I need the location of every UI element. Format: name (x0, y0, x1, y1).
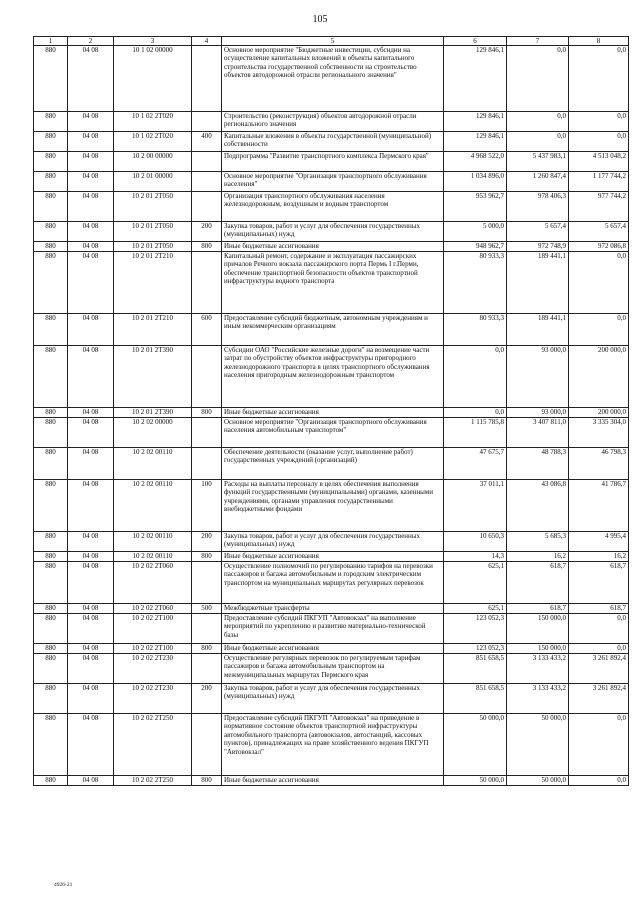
row-description-cell: Закупка товаров, работ и услуг для обеспечения государственных (муниципальных) нужд (222, 532, 444, 552)
row-section-cell: 04 08 (68, 562, 114, 604)
header-cell: 2 (68, 37, 114, 46)
row-amount-2-cell: 1 260 847,4 (507, 172, 569, 192)
row-target-cell: 10 2 02 00110 (114, 532, 192, 552)
footer-code: 4926-21 (54, 882, 73, 888)
row-description-cell: Подпрограмма "Развитие транспортного комплекса Пермского края" (222, 152, 444, 172)
row-amount-1-cell: 129 846,1 (444, 46, 507, 112)
row-type-cell (192, 562, 222, 604)
row-section-cell: 04 08 (68, 644, 114, 654)
row-target-cell: 10 2 02 2Т060 (114, 604, 192, 614)
table-row (34, 448, 629, 480)
row-target-cell: 10 2 01 2Т050 (114, 242, 192, 252)
row-amount-1-cell: 50 000,0 (444, 776, 507, 786)
header-cell: 5 (222, 37, 444, 46)
header-cell: 3 (114, 37, 192, 46)
row-description-cell: Капитальный ремонт, содержание и эксплуатация пассажирских причалов Речного вокзала пассажирского порта Пермь I г.Перми, обеспечение транспортной безопасности объектов транспортной инфраструктуры водного транспорта (222, 252, 444, 314)
row-type-cell (192, 346, 222, 408)
row-amount-3-cell: 41 786,7 (569, 480, 629, 532)
row-type-cell: 800 (192, 644, 222, 654)
table-row (34, 192, 629, 222)
row-code-cell: 880 (34, 776, 68, 786)
row-code-cell: 880 (34, 654, 68, 684)
row-amount-2-cell: 3 133 433,2 (507, 684, 569, 714)
row-amount-3-cell: 0,0 (569, 314, 629, 346)
row-target-cell: 10 2 02 00110 (114, 552, 192, 562)
row-target-cell: 10 2 00 00000 (114, 152, 192, 172)
row-code-cell: 880 (34, 418, 68, 448)
row-amount-3-cell: 0,0 (569, 112, 629, 132)
row-amount-1-cell: 129 846,1 (444, 112, 507, 132)
row-amount-3-cell: 0,0 (569, 776, 629, 786)
row-target-cell: 10 2 02 2Т100 (114, 644, 192, 654)
row-amount-1-cell: 80 933,3 (444, 252, 507, 314)
row-amount-2-cell: 0,0 (507, 46, 569, 112)
row-code-cell: 880 (34, 532, 68, 552)
row-section-cell: 04 08 (68, 192, 114, 222)
row-description-cell: Обеспечение деятельности (оказание услуг, выполнение работ) государственных учреждений (организаций) (222, 448, 444, 480)
row-amount-3-cell: 3 261 892,4 (569, 684, 629, 714)
row-target-cell: 10 2 02 2Т060 (114, 562, 192, 604)
row-description-cell: Капитальные вложения в объекты государственной (муниципальной) собственности (222, 132, 444, 152)
row-amount-1-cell: 80 933,3 (444, 314, 507, 346)
row-amount-2-cell: 5 437 983,1 (507, 152, 569, 172)
row-amount-2-cell: 618,7 (507, 562, 569, 604)
row-target-cell: 10 2 01 2Т210 (114, 314, 192, 346)
row-code-cell: 880 (34, 252, 68, 314)
row-amount-2-cell: 16,2 (507, 552, 569, 562)
row-code-cell: 880 (34, 614, 68, 644)
row-code-cell: 880 (34, 684, 68, 714)
row-amount-1-cell: 1 115 785,8 (444, 418, 507, 448)
header-cell: 4 (192, 37, 222, 46)
row-code-cell: 880 (34, 714, 68, 776)
table-row (34, 614, 629, 644)
table-header-row (34, 37, 629, 46)
row-type-cell: 800 (192, 552, 222, 562)
row-code-cell: 880 (34, 152, 68, 172)
row-amount-2-cell: 93 000,0 (507, 346, 569, 408)
row-type-cell (192, 112, 222, 132)
row-amount-3-cell: 0,0 (569, 46, 629, 112)
row-amount-2-cell: 50 000,0 (507, 776, 569, 786)
row-code-cell: 880 (34, 480, 68, 532)
row-amount-3-cell: 618,7 (569, 562, 629, 604)
row-section-cell: 04 08 (68, 346, 114, 408)
row-target-cell: 10 2 01 2Т050 (114, 222, 192, 242)
row-amount-1-cell: 10 650,3 (444, 532, 507, 552)
row-section-cell: 04 08 (68, 614, 114, 644)
page-number: 105 (312, 14, 328, 25)
row-target-cell: 10 2 01 2Т390 (114, 346, 192, 408)
row-section-cell: 04 08 (68, 604, 114, 614)
row-target-cell: 10 2 02 2Т230 (114, 654, 192, 684)
row-section-cell: 04 08 (68, 46, 114, 112)
row-description-cell: Межбюджетные трансферты (222, 604, 444, 614)
row-amount-2-cell: 972 748,9 (507, 242, 569, 252)
row-description-cell: Основное мероприятие "Бюджетные инвестиции, субсидии на осуществление капитальных вложений в объекты капитального строительства государственной собственности на строительство объектов автодорожной отрасли регионального значения" (222, 46, 444, 112)
row-amount-1-cell: 47 675,7 (444, 448, 507, 480)
row-target-cell: 10 2 01 2Т390 (114, 408, 192, 418)
row-amount-2-cell: 3 407 811,0 (507, 418, 569, 448)
row-amount-1-cell: 0,0 (444, 346, 507, 408)
row-type-cell (192, 418, 222, 448)
table-row (34, 408, 629, 418)
row-target-cell: 10 2 01 2Т050 (114, 192, 192, 222)
row-description-cell: Иные бюджетные ассигнования (222, 776, 444, 786)
table-row (34, 562, 629, 604)
row-type-cell (192, 152, 222, 172)
row-amount-2-cell: 3 133 433,2 (507, 654, 569, 684)
table-row (34, 644, 629, 654)
row-target-cell: 10 2 02 00110 (114, 448, 192, 480)
table-row (34, 252, 629, 314)
row-code-cell: 880 (34, 192, 68, 222)
table-row (34, 346, 629, 408)
row-description-cell: Предоставление субсидий ПКГУП "Автовокзал" на выполнение мероприятий по укреплению и развитию материально-технической базы (222, 614, 444, 644)
header-cell: 8 (569, 37, 629, 46)
row-type-cell: 200 (192, 532, 222, 552)
row-section-cell: 04 08 (68, 552, 114, 562)
row-section-cell: 04 08 (68, 314, 114, 346)
row-description-cell: Субсидии ОАО "Российские железные дороги" на возмещение части затрат по обустройству объектов инфраструктуры пригородного железнодорожного транспорта в целях транспортного обслуживания населения пригородным железнодорожным транспортом (222, 346, 444, 408)
row-amount-3-cell: 4 995,4 (569, 532, 629, 552)
row-type-cell (192, 252, 222, 314)
row-description-cell: Организация транспортного обслуживания населения железнодорожным, воздушным и водным транспортом (222, 192, 444, 222)
row-amount-3-cell: 200 000,0 (569, 408, 629, 418)
row-target-cell: 10 2 01 00000 (114, 172, 192, 192)
row-code-cell: 880 (34, 132, 68, 152)
row-amount-1-cell: 50 000,0 (444, 714, 507, 776)
row-target-cell: 10 2 02 2Т250 (114, 776, 192, 786)
budget-table (33, 36, 629, 786)
row-type-cell: 200 (192, 684, 222, 714)
row-amount-3-cell: 46 798,3 (569, 448, 629, 480)
row-section-cell: 04 08 (68, 532, 114, 552)
row-code-cell: 880 (34, 172, 68, 192)
row-amount-2-cell: 93 000,0 (507, 408, 569, 418)
row-description-cell: Закупка товаров, работ и услуг для обеспечения государственных (муниципальных) нужд (222, 684, 444, 714)
row-type-cell (192, 614, 222, 644)
row-code-cell: 880 (34, 346, 68, 408)
row-code-cell: 880 (34, 46, 68, 112)
row-section-cell: 04 08 (68, 776, 114, 786)
row-section-cell: 04 08 (68, 222, 114, 242)
row-amount-3-cell: 0,0 (569, 252, 629, 314)
row-amount-3-cell: 977 744,2 (569, 192, 629, 222)
row-type-cell (192, 172, 222, 192)
row-code-cell: 880 (34, 408, 68, 418)
row-amount-3-cell: 3 335 304,0 (569, 418, 629, 448)
row-amount-3-cell: 0,0 (569, 614, 629, 644)
row-amount-2-cell: 150 000,0 (507, 644, 569, 654)
row-description-cell: Иные бюджетные ассигнования (222, 242, 444, 252)
row-type-cell: 500 (192, 604, 222, 614)
row-type-cell: 600 (192, 314, 222, 346)
row-amount-1-cell: 123 052,3 (444, 644, 507, 654)
row-amount-1-cell: 625,1 (444, 604, 507, 614)
row-amount-2-cell: 50 000,0 (507, 714, 569, 776)
row-target-cell: 10 2 02 00110 (114, 480, 192, 532)
table-row (34, 480, 629, 532)
row-target-cell: 10 2 02 2Т250 (114, 714, 192, 776)
row-amount-2-cell: 0,0 (507, 112, 569, 132)
row-description-cell: Иные бюджетные ассигнования (222, 552, 444, 562)
row-description-cell: Предоставление субсидий бюджетным, автономным учреждениям и иным некоммерческим организациям (222, 314, 444, 346)
row-type-cell (192, 714, 222, 776)
row-description-cell: Закупка товаров, работ и услуг для обеспечения государственных (муниципальных) нужд (222, 222, 444, 242)
row-type-cell (192, 654, 222, 684)
row-amount-2-cell: 5 657,4 (507, 222, 569, 242)
row-code-cell: 880 (34, 112, 68, 132)
row-description-cell: Основное мероприятие "Организация транспортного обслуживания населения" (222, 172, 444, 192)
row-type-cell: 200 (192, 222, 222, 242)
row-section-cell: 04 08 (68, 252, 114, 314)
row-amount-1-cell: 0,0 (444, 408, 507, 418)
table-row (34, 776, 629, 786)
row-amount-2-cell: 0,0 (507, 132, 569, 152)
row-amount-3-cell: 3 261 892,4 (569, 654, 629, 684)
row-amount-3-cell: 4 513 048,2 (569, 152, 629, 172)
row-type-cell (192, 46, 222, 112)
row-amount-3-cell: 16,2 (569, 552, 629, 562)
table-row (34, 222, 629, 242)
row-type-cell: 800 (192, 408, 222, 418)
table-row (34, 132, 629, 152)
row-section-cell: 04 08 (68, 448, 114, 480)
row-amount-1-cell: 123 052,3 (444, 614, 507, 644)
row-description-cell: Строительство (реконструкция) объектов автодорожной отрасли регионального значения (222, 112, 444, 132)
row-amount-2-cell: 48 788,3 (507, 448, 569, 480)
table-row (34, 172, 629, 192)
table-row (34, 46, 629, 112)
table-row (34, 654, 629, 684)
row-code-cell: 880 (34, 644, 68, 654)
row-amount-1-cell: 851 658,5 (444, 654, 507, 684)
row-amount-3-cell: 0,0 (569, 644, 629, 654)
row-description-cell: Осуществление полномочий по регулированию тарифов на перевозки пассажиров и багажа автомобильным и городским электрическим транспортом на муниципальных маршрутах регулярных перевозок (222, 562, 444, 604)
row-code-cell: 880 (34, 604, 68, 614)
row-section-cell: 04 08 (68, 714, 114, 776)
row-amount-3-cell: 618,7 (569, 604, 629, 614)
row-amount-3-cell: 972 086,8 (569, 242, 629, 252)
row-section-cell: 04 08 (68, 172, 114, 192)
row-section-cell: 04 08 (68, 132, 114, 152)
row-description-cell: Иные бюджетные ассигнования (222, 644, 444, 654)
row-amount-2-cell: 5 685,3 (507, 532, 569, 552)
row-amount-3-cell: 5 657,4 (569, 222, 629, 242)
row-type-cell (192, 448, 222, 480)
row-section-cell: 04 08 (68, 684, 114, 714)
row-type-cell: 800 (192, 776, 222, 786)
row-section-cell: 04 08 (68, 242, 114, 252)
row-code-cell: 880 (34, 222, 68, 242)
header-cell: 1 (34, 37, 68, 46)
row-description-cell: Иные бюджетные ассигнования (222, 408, 444, 418)
row-amount-2-cell: 43 086,8 (507, 480, 569, 532)
row-amount-1-cell: 37 011,1 (444, 480, 507, 532)
table-row (34, 604, 629, 614)
row-amount-1-cell: 1 034 896,0 (444, 172, 507, 192)
table-row (34, 684, 629, 714)
row-target-cell: 10 2 02 00000 (114, 418, 192, 448)
row-target-cell: 10 2 02 2Т230 (114, 684, 192, 714)
row-amount-2-cell: 978 406,3 (507, 192, 569, 222)
row-amount-1-cell: 129 846,1 (444, 132, 507, 152)
row-amount-1-cell: 625,1 (444, 562, 507, 604)
row-code-cell: 880 (34, 242, 68, 252)
row-amount-3-cell: 1 177 744,2 (569, 172, 629, 192)
row-description-cell: Предоставление субсидий ПКГУП "Автовокзал" на приведение в нормативное состояние объектов транспортной инфраструктуры автомобильного транспорта (автовокзалов, автостанций, кассовых пунктов), принадлежащих на праве хозяйственного ведения ПКГУП "Автовокзал" (222, 714, 444, 776)
row-section-cell: 04 08 (68, 480, 114, 532)
row-amount-2-cell: 150 000,0 (507, 614, 569, 644)
row-code-cell: 880 (34, 552, 68, 562)
row-section-cell: 04 08 (68, 654, 114, 684)
row-amount-1-cell: 948 962,7 (444, 242, 507, 252)
row-amount-2-cell: 618,7 (507, 604, 569, 614)
table-row (34, 152, 629, 172)
table-row (34, 112, 629, 132)
row-amount-2-cell: 189 441,1 (507, 314, 569, 346)
header-cell: 7 (507, 37, 569, 46)
row-description-cell: Осуществление регулярных перевозок по регулируемым тарифам пассажиров и багажа автомобильным транспортом на межмуниципальных маршрутах Пермского края (222, 654, 444, 684)
row-section-cell: 04 08 (68, 418, 114, 448)
row-amount-3-cell: 200 000,0 (569, 346, 629, 408)
header-cell: 6 (444, 37, 507, 46)
row-target-cell: 10 2 01 2Т210 (114, 252, 192, 314)
row-code-cell: 880 (34, 562, 68, 604)
table-row (34, 418, 629, 448)
table-row (34, 242, 629, 252)
row-amount-3-cell: 0,0 (569, 132, 629, 152)
row-target-cell: 10 2 02 2Т100 (114, 614, 192, 644)
row-section-cell: 04 08 (68, 152, 114, 172)
row-amount-2-cell: 189 441,1 (507, 252, 569, 314)
row-amount-1-cell: 4 968 522,0 (444, 152, 507, 172)
row-type-cell: 800 (192, 242, 222, 252)
row-section-cell: 04 08 (68, 112, 114, 132)
row-target-cell: 10 1 02 2Т020 (114, 132, 192, 152)
table-row (34, 714, 629, 776)
row-target-cell: 10 1 02 2Т020 (114, 112, 192, 132)
row-description-cell: Основное мероприятие "Организация транспортного обслуживания населения автомобильным транспортом" (222, 418, 444, 448)
table-row (34, 532, 629, 552)
row-section-cell: 04 08 (68, 408, 114, 418)
row-target-cell: 10 1 02 00000 (114, 46, 192, 112)
row-type-cell (192, 192, 222, 222)
row-code-cell: 880 (34, 314, 68, 346)
row-description-cell: Расходы на выплаты персоналу в целях обеспечения выполнения функций государственными (муниципальными) органами, казенными учреждениями, органами управления государственными внебюджетными фондами (222, 480, 444, 532)
row-amount-1-cell: 5 000,0 (444, 222, 507, 242)
row-amount-1-cell: 14,3 (444, 552, 507, 562)
table-row (34, 552, 629, 562)
row-code-cell: 880 (34, 448, 68, 480)
row-amount-1-cell: 851 658,5 (444, 684, 507, 714)
row-amount-3-cell: 0,0 (569, 714, 629, 776)
row-type-cell: 400 (192, 132, 222, 152)
row-amount-1-cell: 953 962,7 (444, 192, 507, 222)
row-type-cell: 100 (192, 480, 222, 532)
table-row (34, 314, 629, 346)
